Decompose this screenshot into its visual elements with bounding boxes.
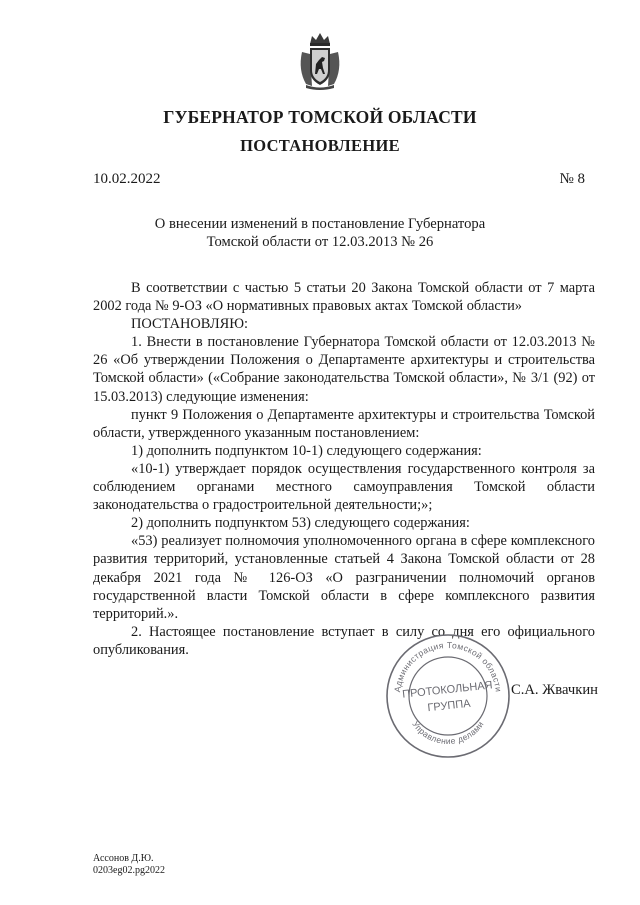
body-paragraph: пункт 9 Положения о Департаменте архитектуры и строительства Томской области, утвержденного указанным постановлением:: [93, 406, 595, 441]
executor-name: Ассонов Д.Ю.: [93, 853, 154, 864]
signer-name: С.А. Жвачкин: [511, 682, 598, 698]
file-code: 0203eg02.pg2022: [93, 865, 165, 876]
issuing-authority: ГУБЕРНАТОР ТОМСКОЙ ОБЛАСТИ: [163, 107, 477, 127]
stamp-inner-line2: ГРУППА: [426, 697, 472, 715]
stamp-inner-line1: ПРОТОКОЛЬНАЯ: [401, 679, 494, 701]
svg-text:Управление делами: [410, 719, 485, 746]
body-paragraph: 1. Внести в постановление Губернатора Томской области от 12.03.2013 № 26 «Об утверждении Положения о Департаменте архитектуры и строительства Томской области» («Собрание законодательства Томской области», № 3/1 (92) от 15.03.2013) следующие изменения:: [93, 334, 595, 405]
body-paragraph: ПОСТАНОВЛЯЮ:: [131, 316, 249, 333]
document-subject: [0, 215, 640, 251]
subject-line: О внесении изменений в постановление Губернатора: [154, 216, 486, 232]
document-date: 10.02.2022: [93, 171, 161, 187]
body-paragraph: 2) дополнить подпунктом 53) следующего содержания:: [131, 515, 470, 532]
body-paragraph: «53) реализует полномочия уполномоченного органа в сфере комплексного развития территорий, установленные статьей 4 Закона Томской области от 28 декабря 2021 года № 126-ОЗ «О разграничении полномочий органов государственной власти Томской области в сфере комплексного развития территорий.».: [93, 533, 595, 622]
document-type: ПОСТАНОВЛЕНИЕ: [240, 136, 400, 155]
stamp-outer-top-text: Администрация Томской области: [392, 639, 504, 693]
body-paragraph: В соответствии с частью 5 статьи 20 Закона Томской области от 7 марта 2002 года № 9-ОЗ «О нормативных правовых актах Томской области»: [93, 280, 595, 315]
executor-info: [93, 853, 165, 877]
body-paragraph: «10-1) утверждает порядок осуществления государственного контроля за соблюдением органами местного самоуправления Томской области законодательства о градостроительной деятельности;»;: [93, 460, 595, 514]
subject-line: Томской области от 12.03.2013 № 26: [206, 234, 434, 250]
body-paragraph: 1) дополнить подпунктом 10-1) следующего содержания:: [131, 442, 482, 459]
document-body: [93, 279, 595, 659]
coat-of-arms-icon: [298, 30, 342, 90]
document-number: № 8: [559, 171, 585, 187]
stamp-outer-bottom-text: Управление делами: [410, 719, 486, 747]
body-paragraph: 2. Настоящее постановление вступает в силу со дня его официального опубликования.: [93, 623, 595, 658]
official-stamp: [384, 632, 512, 760]
